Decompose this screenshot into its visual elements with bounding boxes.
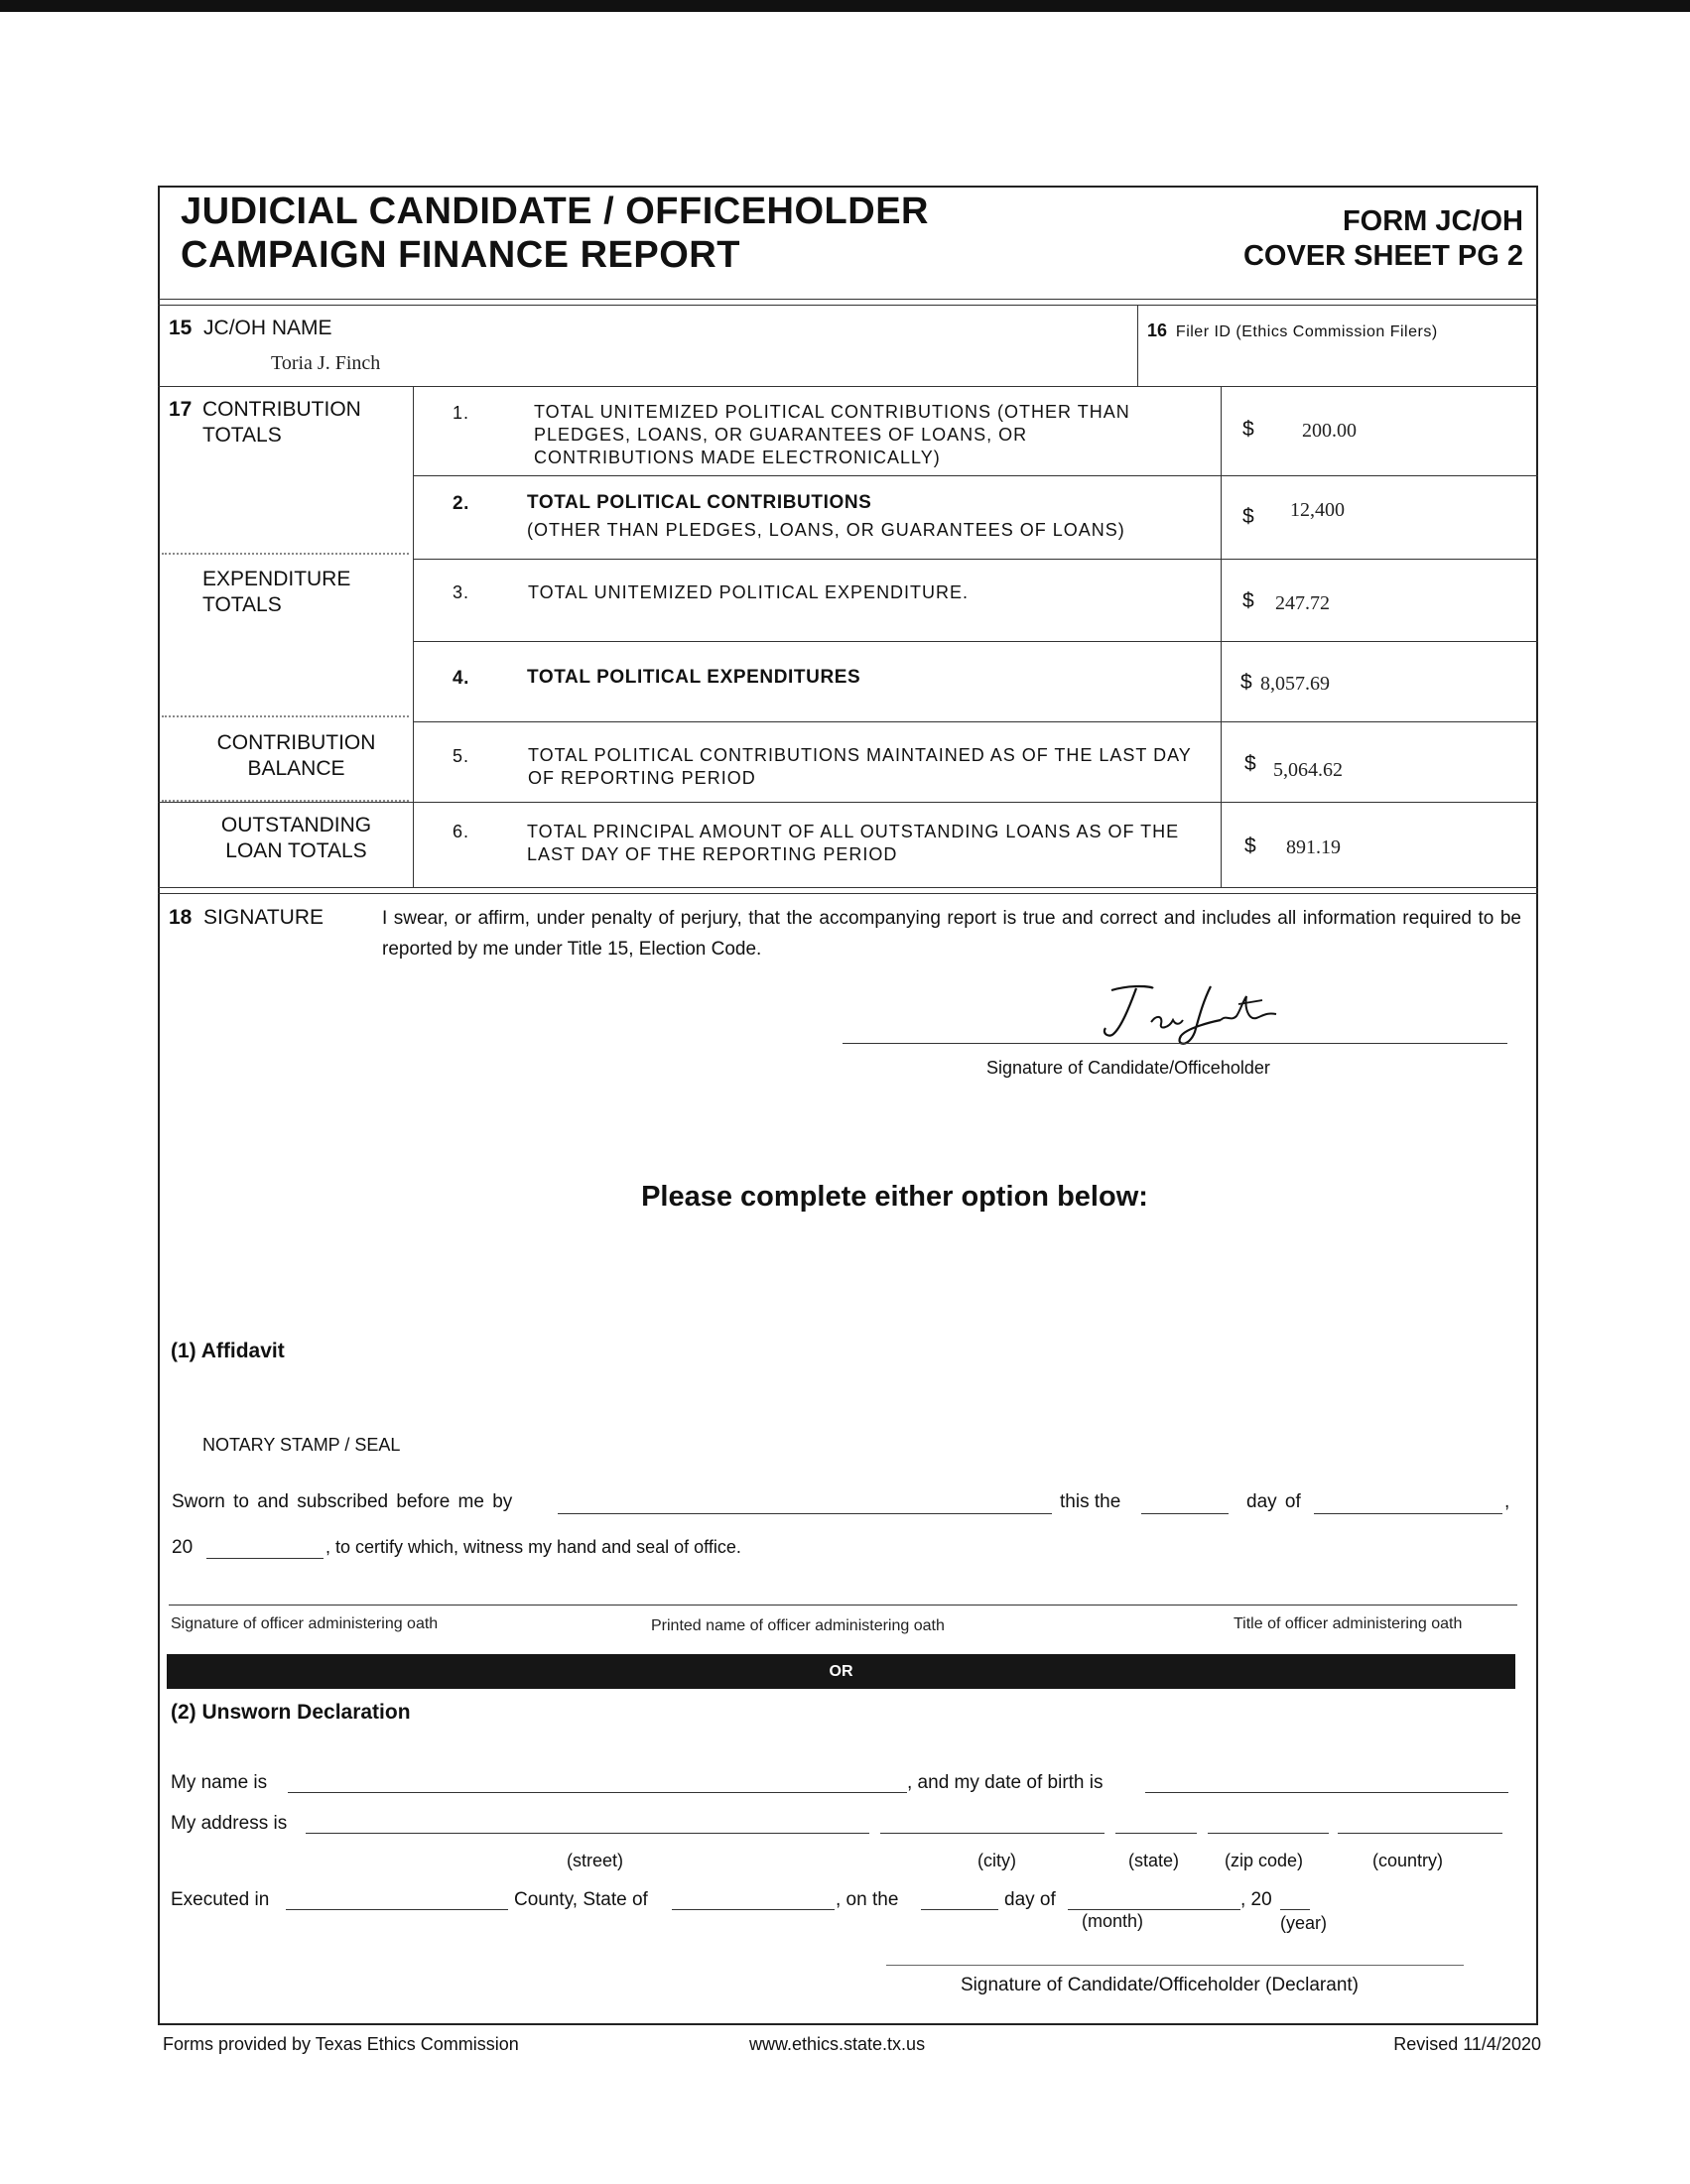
signature-section-label: 18 SIGNATURE [169, 906, 324, 929]
row-4-currency: $ [1240, 671, 1252, 694]
row-1-label: TOTAL UNITEMIZED POLITICAL CONTRIBUTIONS (OTHER THAN PLEDGES, LOANS, OR GUARANTEES OF LOANS, OR CONTRIBUTIONS MADE ELECTRONICALLY) [534, 402, 1130, 467]
affidavit-heading: (1) Affidavit [171, 1340, 285, 1362]
row-3-label: TOTAL UNITEMIZED POLITICAL EXPENDITURE. [528, 582, 970, 602]
notary-stamp-label: NOTARY STAMP / SEAL [202, 1435, 401, 1455]
scan-top-edge [0, 0, 1690, 12]
day-field[interactable] [1141, 1513, 1229, 1514]
day-of-label: day of [1246, 1491, 1301, 1512]
row-5-value: 5,064.62 [1273, 759, 1343, 781]
row-5-number: 5. [453, 746, 470, 766]
jcoh-name-label: 15 JC/OH NAME [169, 317, 332, 339]
row-3-number: 3. [453, 582, 470, 602]
declarant-signature-caption: Signature of Candidate/Officeholder (Declarant) [961, 1975, 1359, 1995]
month-field[interactable] [1314, 1513, 1502, 1514]
row-2-value: 12,400 [1290, 499, 1345, 521]
signature-oath: I swear, or affirm, under penalty of perjury, that the accompanying report is true and correct and includes all information required to be reported by me under Title 15, Election Code. [382, 908, 1521, 960]
exec-day-of-label: day of [1004, 1889, 1056, 1910]
year-prefix: 20 [172, 1537, 194, 1558]
city-caption: (city) [977, 1851, 1016, 1870]
county-state-label: County, State of [514, 1889, 648, 1910]
footer-left: Forms provided by Texas Ethics Commission [163, 2034, 519, 2054]
my-address-label: My address is [171, 1813, 288, 1834]
zip-field[interactable] [1208, 1833, 1329, 1834]
row-3-value: 247.72 [1275, 592, 1330, 614]
state-of-field[interactable] [672, 1909, 835, 1910]
row-6-value: 891.19 [1286, 836, 1341, 858]
sworn-label: Sworn to and subscribed before me by [172, 1491, 513, 1512]
sworn-by-field[interactable] [558, 1513, 1052, 1514]
officer-signature-caption: Signature of officer administering oath [171, 1615, 439, 1632]
state-field[interactable] [1115, 1833, 1197, 1834]
candidate-signature [1092, 982, 1330, 1057]
row-4-label: TOTAL POLITICAL EXPENDITURES [527, 667, 861, 688]
row-3-currency: $ [1242, 589, 1254, 612]
row-4-value: 8,057.69 [1260, 673, 1330, 695]
row-5-currency: $ [1244, 752, 1256, 775]
totals-number: 17 [169, 398, 193, 421]
footer-revised: Revised 11/4/2020 [1393, 2034, 1541, 2054]
exec-year-field[interactable] [1280, 1909, 1310, 1910]
street-field[interactable] [306, 1833, 869, 1834]
year-caption: (year) [1280, 1913, 1328, 1933]
row-5-label: TOTAL POLITICAL CONTRIBUTIONS MAINTAINED AS OF THE LAST DAY OF REPORTING PERIOD [528, 745, 1192, 788]
form-title-line1: JUDICIAL CANDIDATE / OFFICEHOLDER [181, 191, 929, 232]
dob-field[interactable] [1145, 1792, 1508, 1793]
city-field[interactable] [880, 1833, 1105, 1834]
row-1-number: 1. [453, 403, 470, 423]
row-6-number: 6. [453, 822, 470, 841]
country-caption: (country) [1372, 1851, 1444, 1870]
row-1-currency: $ [1242, 418, 1254, 441]
or-divider: OR [167, 1654, 1515, 1689]
contribution-balance-label: CONTRIBUTION BALANCE [216, 731, 376, 780]
options-heading: Please complete either option below: [641, 1181, 1148, 1213]
row-1-value: 200.00 [1302, 420, 1357, 442]
row-4-number: 4. [453, 668, 470, 689]
zip-caption: (zip code) [1225, 1851, 1304, 1870]
exec-year-prefix: , 20 [1240, 1889, 1272, 1910]
certify-text: , to certify which, witness my hand and seal of office. [325, 1537, 741, 1557]
exec-day-field[interactable] [921, 1909, 998, 1910]
row-2-sublabel: (OTHER THAN PLEDGES, LOANS, OR GUARANTEES OF LOANS) [527, 520, 1125, 540]
filer-id-label: 16 Filer ID (Ethics Commission Filers) [1147, 321, 1438, 340]
declaration-heading: (2) Unsworn Declaration [171, 1701, 411, 1724]
officer-title-caption: Title of officer administering oath [1234, 1615, 1463, 1632]
outstanding-loans-label: OUTSTANDING LOAN TOTALS [220, 814, 372, 862]
exec-month-field[interactable] [1068, 1909, 1240, 1910]
executed-in-label: Executed in [171, 1889, 270, 1910]
this-the-label: this the [1060, 1491, 1121, 1512]
sworn-comma: , [1504, 1491, 1510, 1512]
row-2-number: 2. [453, 493, 470, 514]
my-name-label: My name is [171, 1772, 268, 1793]
row-6-label: TOTAL PRINCIPAL AMOUNT OF ALL OUTSTANDING LOANS AS OF THE LAST DAY OF THE REPORTING PERIOD [527, 822, 1180, 864]
expenditure-totals-label: EXPENDITURE TOTALS [202, 568, 351, 616]
month-caption: (month) [1082, 1911, 1144, 1931]
officer-printed-name-caption: Printed name of officer administering oath [651, 1617, 945, 1634]
contribution-totals-label: CONTRIBUTION TOTALS [202, 398, 361, 447]
cover-sheet-page: COVER SHEET PG 2 [1242, 240, 1523, 272]
row-2-label: TOTAL POLITICAL CONTRIBUTIONS [527, 492, 872, 513]
footer-website[interactable]: www.ethics.state.tx.us [749, 2034, 926, 2054]
dob-label: , and my date of birth is [907, 1772, 1104, 1793]
signature-caption: Signature of Candidate/Officeholder [986, 1058, 1270, 1078]
jcoh-name-value: Toria J. Finch [271, 352, 381, 374]
street-caption: (street) [567, 1851, 624, 1870]
year-field[interactable] [206, 1558, 324, 1559]
state-caption: (state) [1128, 1851, 1180, 1870]
declarant-name-field[interactable] [288, 1792, 907, 1793]
form-title-line2: CAMPAIGN FINANCE REPORT [181, 234, 740, 276]
form-id: FORM JC/OH [1342, 205, 1523, 237]
country-field[interactable] [1338, 1833, 1502, 1834]
county-field[interactable] [286, 1909, 508, 1910]
row-6-currency: $ [1244, 835, 1256, 857]
row-2-currency: $ [1242, 505, 1254, 528]
on-the-label: , on the [836, 1889, 899, 1910]
